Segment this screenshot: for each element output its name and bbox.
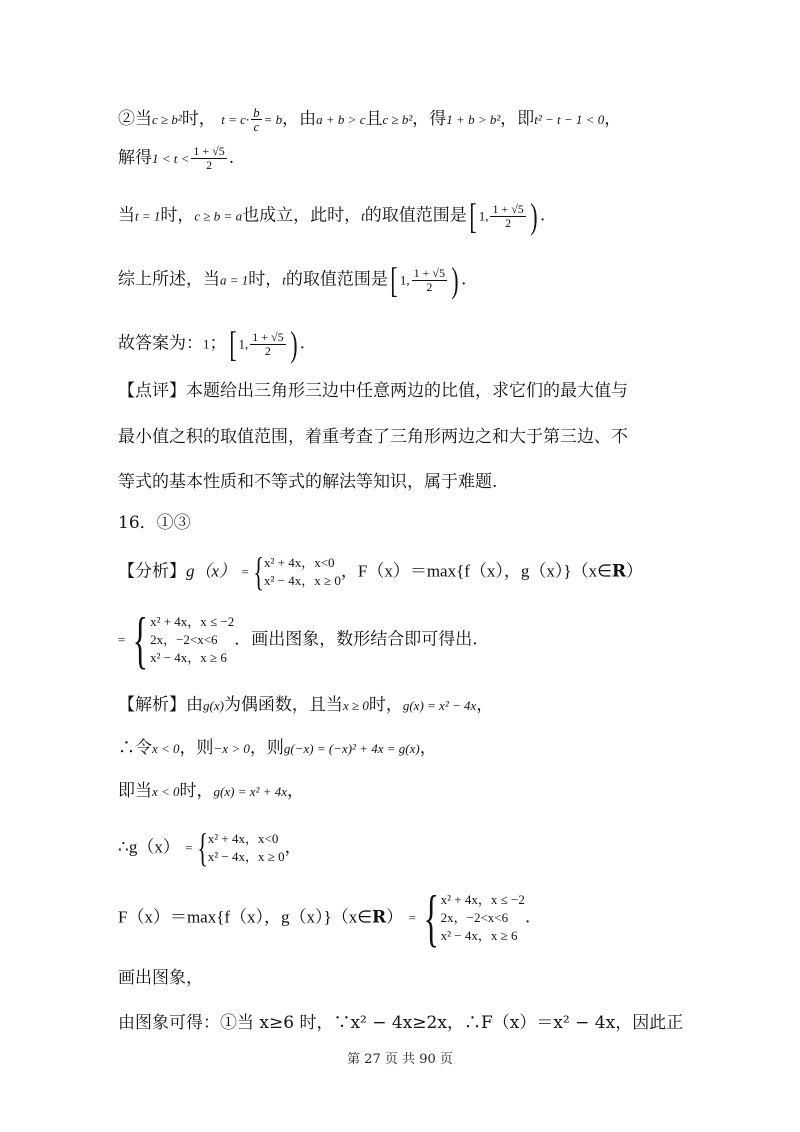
text: ； (209, 333, 227, 354)
piecewise-function (118, 604, 235, 675)
math: t (282, 272, 286, 288)
text: 最小值之积的取值范围，着重考查了三角形两边之和大于第三边、不 (118, 427, 628, 447)
text: ．画出图象，数形结合即可得出. (234, 629, 478, 650)
text: ，由 (282, 109, 317, 129)
math: t = c· (221, 112, 250, 127)
cases (150, 613, 234, 667)
text: 时， (160, 205, 195, 226)
math: 1 (203, 336, 210, 352)
piecewise-function (408, 882, 525, 953)
text-line-16 (118, 882, 531, 953)
brace: { (133, 604, 149, 675)
fraction (191, 145, 226, 172)
math-bold: R (611, 561, 627, 582)
text-line-5 (118, 326, 305, 362)
case-2: x² − 4x，x ≥ 0 (264, 573, 341, 588)
math: = b (263, 112, 283, 127)
brace: { (196, 825, 208, 870)
text-line-8 (118, 470, 497, 494)
case-3: x² − 4x，x ≥ 6 (440, 928, 518, 943)
text-line-1 (118, 106, 621, 133)
case-3: x² − 4x，x ≥ 6 (150, 650, 227, 665)
left-bracket: [ (469, 196, 477, 236)
text: ，则 (249, 738, 284, 758)
text-line-7 (118, 425, 628, 449)
math: c ≥ b = a (194, 208, 243, 224)
text-line-4 (118, 262, 466, 298)
text-line-3 (118, 198, 545, 234)
text: 时， (368, 695, 403, 715)
brace: { (423, 882, 439, 953)
denominator: 2 (206, 158, 213, 172)
text: 时， (248, 269, 283, 290)
text-line-6 (118, 379, 628, 403)
text: 时， (181, 109, 216, 129)
text: ， (340, 561, 358, 582)
case-2: 2x，−2<x<6 (150, 632, 218, 647)
math: t = 1 (135, 208, 161, 224)
text-line-9 (118, 511, 191, 535)
math: t (361, 208, 365, 224)
text: . (524, 907, 531, 928)
text: 且 (365, 109, 383, 129)
math: 1 + b > b² (446, 112, 501, 127)
text-line-12 (118, 693, 493, 718)
math: a = 1 (220, 272, 249, 288)
piecewise-function (241, 549, 341, 594)
denominator: c (253, 119, 260, 134)
math: g（x） (186, 561, 237, 581)
math: ∴g（x） (118, 837, 180, 857)
fraction (251, 106, 262, 133)
text-line-13 (118, 736, 437, 761)
page-footer: 第 27 页 共 90 页 (347, 1052, 453, 1067)
text: ②当 (118, 109, 152, 129)
math: c ≥ b² (382, 112, 413, 127)
math: g(x) (203, 698, 224, 713)
math: −x > 0 (213, 741, 250, 756)
cases (441, 891, 525, 945)
text: ∴令 (118, 738, 152, 758)
math: x < 0 (152, 784, 180, 799)
text-line-15 (118, 825, 302, 870)
math: c ≥ b² (152, 112, 182, 127)
text-line-2 (118, 145, 234, 172)
text: ） (626, 561, 644, 582)
equals: = (185, 840, 193, 855)
text: 16．①③ (118, 513, 191, 533)
numerator: 1 + √5 (413, 265, 446, 280)
text: ， (419, 738, 437, 758)
text: 由图象可得：①当 x≥6 时，∵x² − 4x≥2x，∴F（x）＝x² − 4x，因此正 (118, 1013, 684, 1033)
case-1: x² + 4x，x ≤ −2 (150, 614, 235, 629)
denominator: 2 (505, 215, 512, 230)
case-1: x² + 4x，x<0 (207, 831, 279, 846)
text: ， (604, 109, 622, 129)
math: F（x）＝max{f（x），g（x）}（x∈ (357, 561, 612, 581)
math: 1, (478, 208, 489, 224)
text: 综上所述，当 (118, 269, 220, 290)
math-bold: R (372, 907, 387, 928)
equals: = (118, 632, 126, 647)
math: a + b > c (316, 112, 366, 127)
text: 解得 (118, 148, 152, 168)
text: . (299, 333, 306, 354)
math: 1, (399, 272, 410, 288)
equals: = (408, 910, 416, 925)
cases (208, 830, 285, 866)
case-1: x² + 4x，x<0 (264, 555, 335, 570)
fraction (490, 203, 525, 230)
left-bracket: [ (228, 324, 237, 364)
right-paren: ) (290, 324, 298, 364)
piecewise-function (185, 825, 285, 870)
text: 即当 (118, 781, 152, 801)
case-2: 2x，−2<x<6 (440, 910, 509, 925)
text-line-14 (118, 779, 304, 804)
math: g(−x) = (−x)² + 4x = g(x) (283, 741, 420, 756)
cases (264, 554, 341, 590)
numerator: 1 + √5 (492, 201, 524, 216)
math: t² − t − 1 < 0 (534, 112, 605, 127)
text: 【点评】本题给出三角形三边中任意两边的比值，求它们的最大值与 (118, 381, 628, 401)
math: x ≥ 0 (342, 698, 369, 713)
text: 的取值范围是 (364, 205, 467, 226)
text: 【分析】 (118, 561, 186, 582)
text: 故答案为： (118, 333, 203, 354)
text-line-17 (118, 966, 203, 990)
fraction (250, 331, 285, 358)
math: 1 < t < (152, 151, 190, 166)
text: 等式的基本性质和不等式的解法等知识，属于难题. (118, 472, 498, 492)
text: 的取值范围是 (285, 269, 388, 290)
text: ， (286, 781, 304, 801)
case-2: x² − 4x，x ≥ 0 (207, 849, 285, 864)
right-paren: ) (530, 196, 538, 236)
text: 【解析】由 (118, 695, 203, 715)
equals: = (241, 564, 249, 579)
text: 也成立，此时， (242, 205, 362, 226)
text: . (461, 269, 467, 290)
fraction (412, 267, 447, 294)
text: ，即 (500, 109, 535, 129)
text: 当 (118, 205, 135, 226)
brace: { (253, 549, 264, 594)
text: ， (284, 837, 302, 858)
denominator: 2 (426, 279, 433, 294)
text: ， (476, 695, 494, 715)
text-line-11 (118, 604, 478, 675)
text: ，则 (179, 738, 214, 758)
math: g(x) = x² − 4x (402, 698, 477, 713)
right-paren: ) (451, 260, 459, 300)
math: 1, (238, 336, 249, 352)
text: 时， (179, 781, 214, 801)
text: ） (386, 907, 404, 928)
text-line-18 (118, 1011, 683, 1035)
denominator: 2 (264, 343, 271, 358)
text: 为偶函数，且当 (223, 695, 343, 715)
text-line-10 (118, 549, 644, 594)
math: g(x) = x² + 4x (213, 784, 287, 799)
case-1: x² + 4x，x ≤ −2 (440, 892, 525, 907)
numerator: b (253, 105, 260, 120)
text: 画出图象， (118, 968, 203, 988)
numerator: 1 + √5 (252, 329, 284, 344)
text: . (539, 205, 546, 226)
left-bracket: [ (390, 260, 398, 300)
text: ，得 (412, 109, 447, 129)
numerator: 1 + √5 (193, 144, 225, 158)
math: F（x）＝max{f（x），g（x）}（x∈ (118, 907, 373, 927)
math: x < 0 (152, 741, 180, 756)
text: . (228, 148, 235, 168)
